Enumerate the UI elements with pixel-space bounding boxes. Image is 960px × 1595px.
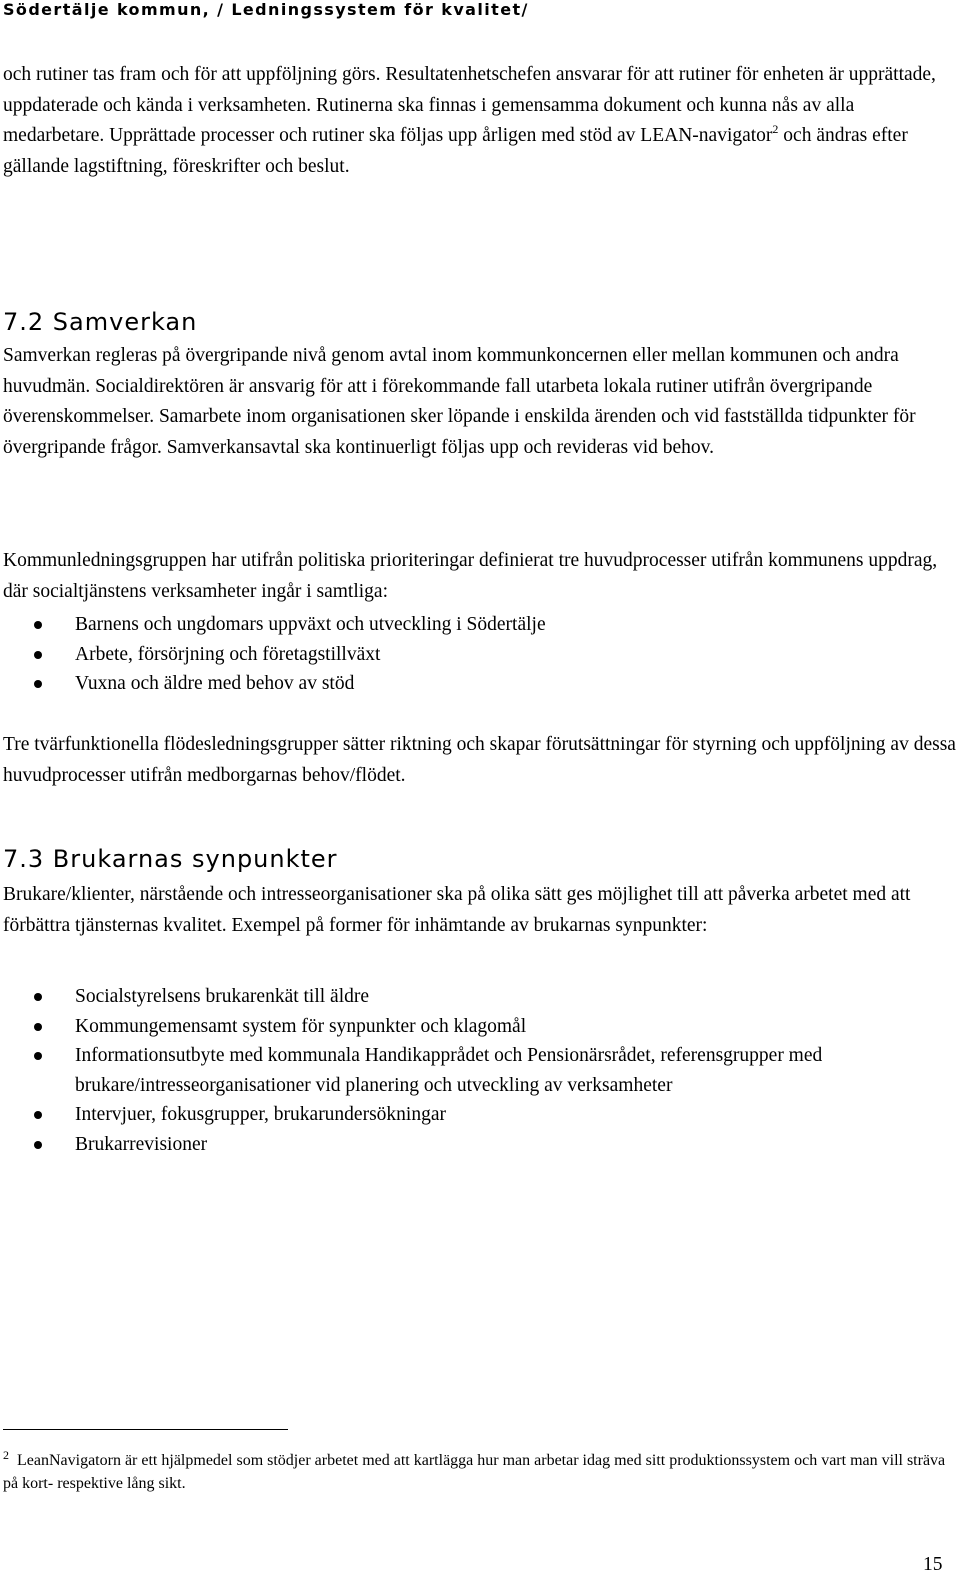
list-item-text: Barnens och ungdomars uppväxt och utveckling i Södertälje — [75, 614, 546, 635]
footnote-divider — [3, 1429, 288, 1430]
list-item-text: Intervjuer, fokusgrupper, brukarundersökningar — [75, 1104, 446, 1125]
synpunkter-list — [0, 982, 960, 1159]
list-item-text: Socialstyrelsens brukarenkät till äldre — [75, 986, 370, 1007]
footnote-text: LeanNavigatorn är ett hjälpmedel som stödjer arbetet med att kartlägga hur man arbetar idag med sitt produktionssystem och vart man vill sträva på kort- respektive lång sikt. — [3, 1452, 946, 1492]
running-header: Södertälje kommun, / Ledningssystem för kvalitet/ — [3, 0, 529, 19]
bullet-icon — [34, 1023, 42, 1031]
list-item — [0, 640, 960, 670]
list-item-text: Informationsutbyte med kommunala Handikapprådet och Pensionärsrådet, referensgrupper med brukare/intresseorganisationer vid planering och utveckling av verksamheter — [75, 1045, 823, 1096]
intro-paragraph — [3, 60, 958, 182]
bullet-icon — [34, 993, 42, 1001]
list-item-text: Kommungemensamt system för synpunkter och klagomål — [75, 1015, 527, 1037]
list-item — [0, 1041, 960, 1100]
section-heading-samverkan: 7.2 Samverkan — [3, 308, 198, 336]
list-item — [0, 982, 960, 1012]
bullet-icon — [34, 1141, 42, 1149]
list-item-text: Arbete, försörjning och företagstillväxt — [75, 643, 381, 665]
list-item — [0, 1100, 960, 1130]
footnote-reference: 2 — [772, 122, 779, 136]
bullet-icon — [34, 1052, 42, 1060]
bullet-icon — [34, 680, 42, 688]
intro-text-end: och ändras efter gällande lagstiftning, föreskrifter och beslut. — [3, 125, 908, 177]
huvudprocesser-list — [0, 610, 960, 699]
list-item-text: Brukarrevisioner — [75, 1133, 208, 1155]
list-item — [0, 669, 960, 699]
intro-text: och rutiner tas fram och för att uppföljning görs. Resultatenhetschefen ansvarar för att rutiner för enheten är upprättade, uppdaterade och kända i verksamheten. Rutinerna ska finnas i gemensamma dokument och kunna nås av alla medarbetare. Upprättade processer och rutiner ska följas upp årligen med stöd av LEAN-navigator — [3, 64, 936, 146]
brukare-paragraph: Brukare/klienter, närstående och intresseorganisationer ska på olika sätt ges möjlighet till att påverka arbetet med att förbättra tjänsternas kvalitet. Exempel på former för inhämtande av brukarnas synpunkter: — [3, 884, 911, 936]
list-item — [0, 1130, 960, 1160]
list-item-text: Vuxna och äldre med behov av stöd — [75, 673, 355, 694]
bullet-icon — [34, 651, 42, 659]
bullet-icon — [34, 621, 42, 629]
huvudprocesser-paragraph: Kommunledningsgruppen har utifrån politiska prioriteringar definierat tre huvudprocesser utifrån kommunens uppdrag, där socialtjänstens verksamheter ingår i samtliga: — [3, 550, 938, 602]
section-heading-brukarnas-synpunkter: 7.3 Brukarnas synpunkter — [3, 845, 338, 873]
footnote-mark: 2 — [3, 1448, 9, 1462]
list-item — [0, 610, 960, 640]
footnote — [3, 1444, 948, 1495]
bullet-icon — [34, 1111, 42, 1119]
samverkan-paragraph: Samverkan regleras på övergripande nivå genom avtal inom kommunkoncernen eller mellan kommunen och andra huvudmän. Socialdirektören är ansvarig för att i förekommande fall utarbeta lokala rutiner utifrån övergripande överenskommelser. Samarbete inom organisationen sker löpande i enskilda ärenden och vid fastställda tidpunkter för övergripande frågor. Samverkansavtal ska kontinuerligt följas upp och revideras vid behov. — [3, 345, 916, 458]
page-number: 15 — [923, 1554, 943, 1575]
flodesledning-paragraph: Tre tvärfunktionella flödesledningsgrupper sätter riktning och skapar förutsättningar för styrning och uppföljning av dessa huvudprocesser utifrån medborgarnas behov/flödet. — [3, 734, 956, 786]
list-item — [0, 1012, 960, 1042]
